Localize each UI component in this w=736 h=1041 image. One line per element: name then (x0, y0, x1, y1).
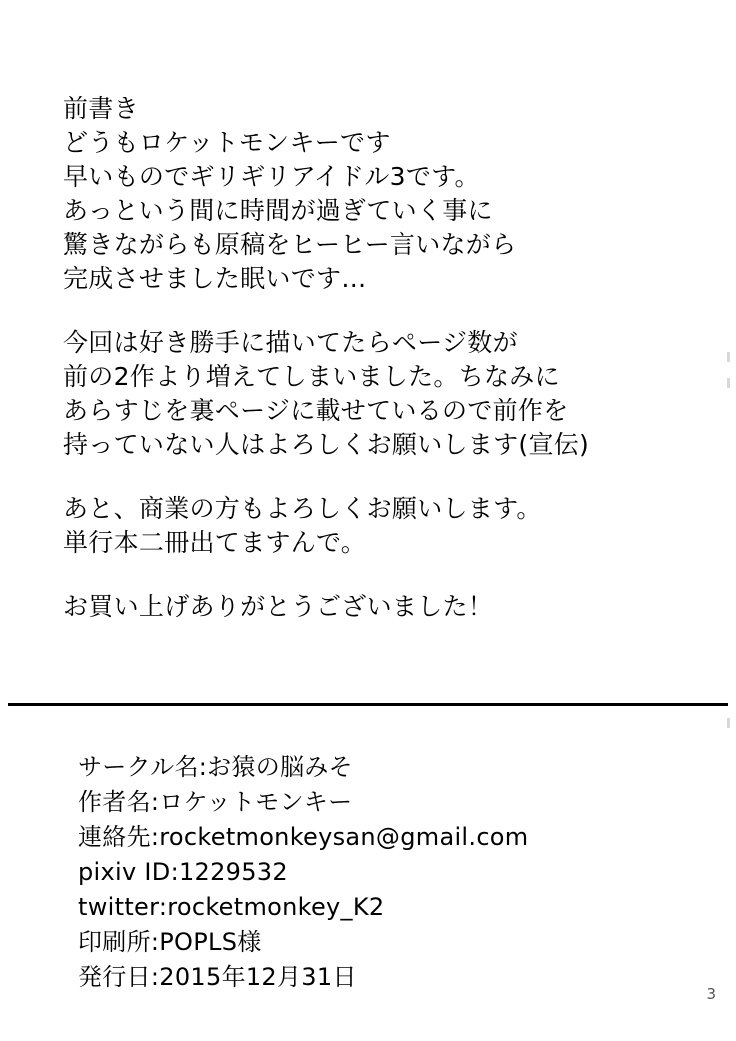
colophon-publish-date: 発行日:2015年12月31日 (78, 963, 357, 991)
afterword-paragraph (63, 492, 683, 560)
afterword-line: 早いものでギリギリアイドル3です。 (63, 162, 480, 191)
edge-mark (727, 352, 730, 362)
afterword-paragraph (63, 326, 683, 462)
afterword-section (63, 92, 683, 624)
afterword-line: お買い上げありがとうございました！ (63, 592, 494, 621)
colophon-pixiv-id: pixiv ID:1229532 (78, 858, 288, 886)
afterword-line: 驚きながらも原稿をヒーヒー言いながら (63, 230, 517, 259)
colophon-contact-email: 連絡先:rocketmonkeysan@gmail.com (78, 823, 529, 851)
afterword-line: 前の2作より増えてしまいました。ちなみに (63, 362, 560, 391)
afterword-line: 単行本二冊出てますんで。 (63, 528, 367, 557)
afterword-line: あらすじを裏ページに載せているので前作を (63, 396, 569, 425)
edge-mark (727, 718, 730, 728)
edge-mark (727, 378, 730, 388)
afterword-line: 前書き (63, 94, 139, 123)
afterword-line: 持っていない人はよろしくお願いします(宣伝) (63, 430, 590, 459)
afterword-line: どうもロケットモンキーです (63, 128, 391, 157)
afterword-line: 完成させました眠いです… (63, 264, 367, 293)
afterword-paragraph (63, 590, 683, 624)
afterword-line: あと、商業の方もよろしくお願いします。 (63, 494, 542, 523)
afterword-paragraph (63, 92, 683, 296)
colophon-circle-name: サークル名:お猿の脳みそ (78, 753, 353, 781)
afterword-line: あっという間に時間が過ぎていく事に (63, 196, 493, 225)
colophon-section (78, 750, 678, 995)
section-divider (8, 703, 728, 706)
page-number: 3 (706, 985, 716, 1003)
afterword-line: 今回は好き勝手に描いてたらページ数が (63, 328, 518, 357)
colophon-printer: 印刷所:POPLS様 (78, 928, 262, 956)
colophon-twitter-handle: twitter:rocketmonkey_K2 (78, 893, 385, 921)
colophon-author-name: 作者名:ロケットモンキー (78, 788, 353, 816)
